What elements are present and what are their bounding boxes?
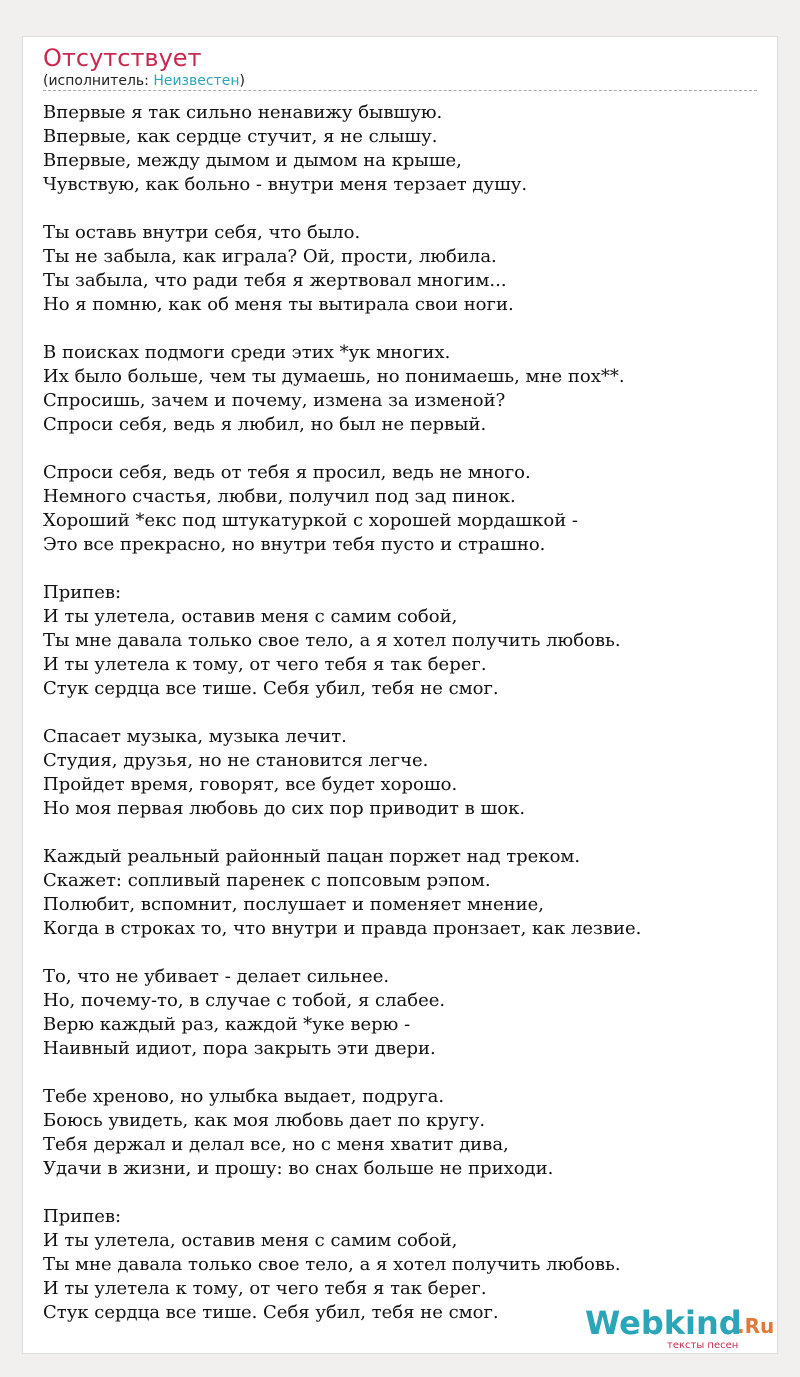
logo-main-text: Webkind: [585, 1304, 742, 1342]
lyrics-line: Спроси себя, ведь я любил, но был не первый.: [43, 414, 487, 435]
lyrics-line: Немного счастья, любви, получил под зад пинок.: [43, 486, 516, 507]
lyrics-line: Припев:: [43, 582, 122, 603]
title-divider: [43, 90, 757, 91]
lyrics-line: Студия, друзья, но не становится легче.: [43, 750, 429, 771]
lyrics-line: И ты улетела, оставив меня с самим собой,: [43, 1230, 458, 1251]
lyrics-line: Спросишь, зачем и почему, измена за изменой?: [43, 390, 506, 411]
lyrics-line: Удачи в жизни, и прошу: во снах больше не приходи.: [43, 1158, 554, 1179]
lyrics-line: Спроси себя, ведь от тебя я просил, ведь не много.: [43, 462, 531, 483]
lyrics-line: Их было больше, чем ты думаешь, но понимаешь, мне пох**.: [43, 366, 625, 387]
lyrics-stanza: [43, 581, 759, 701]
lyrics-line: Тебя держал и делал все, но с меня хватит дива,: [43, 1134, 509, 1155]
lyrics-line: Верю каждый раз, каждой *уке верю -: [43, 1014, 411, 1035]
lyrics-line: И ты улетела, оставив меня с самим собой,: [43, 606, 458, 627]
lyrics-line: Ты оставь внутри себя, что было.: [43, 222, 361, 243]
lyrics-text: [43, 101, 759, 1349]
lyrics-stanza: [43, 1085, 759, 1181]
logo-subtitle: тексты песен: [667, 1340, 739, 1351]
lyrics-line: Припев:: [43, 1206, 122, 1227]
lyrics-line: Ты мне давала только свое тело, а я хотел получить любовь.: [43, 630, 621, 651]
lyrics-line: Но я помню, как об меня ты вытирала свои ноги.: [43, 294, 514, 315]
lyrics-line: Но моя первая любовь до сих пор приводит в шок.: [43, 798, 526, 819]
lyrics-line: Спасает музыка, музыка лечит.: [43, 726, 347, 747]
lyrics-stanza: [43, 221, 759, 317]
lyrics-line: Впервые, между дымом и дымом на крыше,: [43, 150, 462, 171]
artist-suffix: ): [239, 73, 245, 89]
lyrics-line: И ты улетела к тому, от чего тебя я так берег.: [43, 1278, 487, 1299]
lyrics-card: [22, 36, 778, 1354]
logo-tld-text: .Ru: [737, 1314, 775, 1338]
lyrics-line: Каждый реальный районный пацан поржет над треком.: [43, 846, 581, 867]
artist-link[interactable]: Неизвестен: [153, 73, 240, 89]
lyrics-line: Полюбит, вспомнит, послушает и поменяет мнение,: [43, 894, 544, 915]
lyrics-line: Чувствую, как больно - внутри меня терзает душу.: [43, 174, 528, 195]
song-title: Отсутствует: [43, 44, 202, 72]
lyrics-stanza: [43, 725, 759, 821]
lyrics-stanza: [43, 101, 759, 197]
artist-line: [43, 72, 245, 90]
lyrics-line: Стук сердца все тише. Себя убил, тебя не смог.: [43, 678, 499, 699]
lyrics-line: В поисках подмоги среди этих *ук многих.: [43, 342, 451, 363]
lyrics-line: Хороший *екс под штукатуркой с хорошей мордашкой -: [43, 510, 578, 531]
lyrics-line: Но, почему-то, в случае с тобой, я слабее.: [43, 990, 446, 1011]
lyrics-line: Пройдет время, говорят, все будет хорошо.: [43, 774, 458, 795]
lyrics-line: Боюсь увидеть, как моя любовь дает по кругу.: [43, 1110, 486, 1131]
lyrics-line: Когда в строках то, что внутри и правда пронзает, как лезвие.: [43, 918, 642, 939]
lyrics-stanza: [43, 341, 759, 437]
lyrics-line: Это все прекрасно, но внутри тебя пусто и страшно.: [43, 534, 546, 555]
lyrics-line: Впервые я так сильно ненавижу бывшую.: [43, 102, 443, 123]
lyrics-line: Ты мне давала только свое тело, а я хотел получить любовь.: [43, 1254, 621, 1275]
lyrics-line: Тебе хреново, но улыбка выдает, подруга.: [43, 1086, 445, 1107]
lyrics-line: Ты не забыла, как играла? Ой, прости, любила.: [43, 246, 497, 267]
artist-prefix: (исполнитель:: [43, 73, 154, 89]
lyrics-line: Скажет: сопливый паренек с попсовым рэпом.: [43, 870, 491, 891]
lyrics-stanza: [43, 845, 759, 941]
lyrics-line: Наивный идиот, пора закрыть эти двери.: [43, 1038, 436, 1059]
lyrics-line: Ты забыла, что ради тебя я жертвовал многим...: [43, 270, 507, 291]
lyrics-stanza: [43, 965, 759, 1061]
lyrics-line: Стук сердца все тише. Себя убил, тебя не смог.: [43, 1302, 499, 1323]
lyrics-stanza: [43, 461, 759, 557]
webkind-logo[interactable]: [585, 1303, 785, 1353]
lyrics-line: И ты улетела к тому, от чего тебя я так берег.: [43, 654, 487, 675]
lyrics-line: Впервые, как сердце стучит, я не слышу.: [43, 126, 438, 147]
lyrics-line: То, что не убивает - делает сильнее.: [43, 966, 390, 987]
